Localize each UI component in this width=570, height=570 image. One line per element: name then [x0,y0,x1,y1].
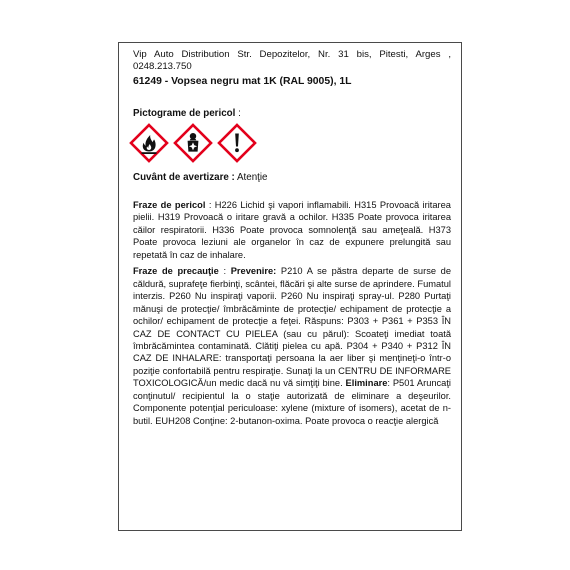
product-label [118,42,462,531]
precautionary-statements [133,265,451,427]
disposal-text: : P501 Aruncaţi conţinutul/ recipientul la o staţie autorizată de eliminare a deşeurilor. Componente potenţial periculoase: xylene (mixture of isomers), acetat de n-butil. EUH208 Conţine: 2-butanon-oxima. Poate provoca o reacţie alergică [133,378,451,426]
pictogram-row [129,123,257,165]
supplier-info: Vip Auto Distribution Str. Depozitelor, Nr. 31 bis, Pitesti, Arges , 0248.213.750 [133,49,451,72]
hazard-statements [133,199,451,261]
health-hazard-icon [173,123,213,163]
exclamation-icon [217,123,257,163]
phrases-block [133,199,451,431]
precaution-separator: : [218,266,231,277]
pictograms-label-colon: : [235,108,241,119]
prevention-text: P210 A se păstra departe de surse de căldură, suprafeţe fierbinţi, scântei, flăcări şi alte surse de aprindere. Fumatul interzis. P260 Nu inspiraţi vaporii. P260 Nu inspiraţi spray-ul. P280 Purtaţi mănuşi de protecţie/ îmbrăcăminte de protecţie/ echipament de protecţie a ochilor/ echipament de protecţie a feţei. Răspuns: P303 + P361 + P353 ÎN CAZ DE CONTACT CU PIELEA (sau cu părul): Scoateţi imediat toată îmbrăcămintea contaminată. Clătiţi pielea cu apă. P304 + P340 + P312 ÎN CAZ DE INHALARE: transportaţi persoana la aer liber şi menţineţi-o într-o poziţie confortabilă pentru respiraţie. Sunaţi la un CENTRU DE INFORMARE TOXICOLOGICĂ/un medic dacă nu vă simţiţi bine. [133,266,452,389]
hazard-label: Fraze de pericol [133,200,206,210]
signal-word-line [133,172,451,184]
pictograms-label: Pictograme de pericol [133,108,236,119]
disposal-label: Eliminare [345,378,388,389]
pictograms-heading [133,108,451,120]
precaution-label: Fraze de precauţie [133,266,219,277]
flame-icon [129,123,169,163]
prevention-label: Prevenire: [230,266,277,277]
product-title: 61249 - Vopsea negru mat 1K (RAL 9005), 1L [133,76,352,87]
hazard-text: : H226 Lichid şi vapori inflamabili. H315 Provoacă iritarea pielii. H319 Provoacă o iritare gravă a ochilor. H335 Poate provoca iritarea căilor respiratorii. H336 Poate provoca somnolenţă sau ameţeală. H373 Poate provoca leziuni ale organelor în caz de expunere prelungită sau repetată în caz de inhalare. [133,200,451,260]
signal-word-label: Cuvânt de avertizare : [133,172,235,183]
signal-word-value: Atenţie [234,172,268,183]
